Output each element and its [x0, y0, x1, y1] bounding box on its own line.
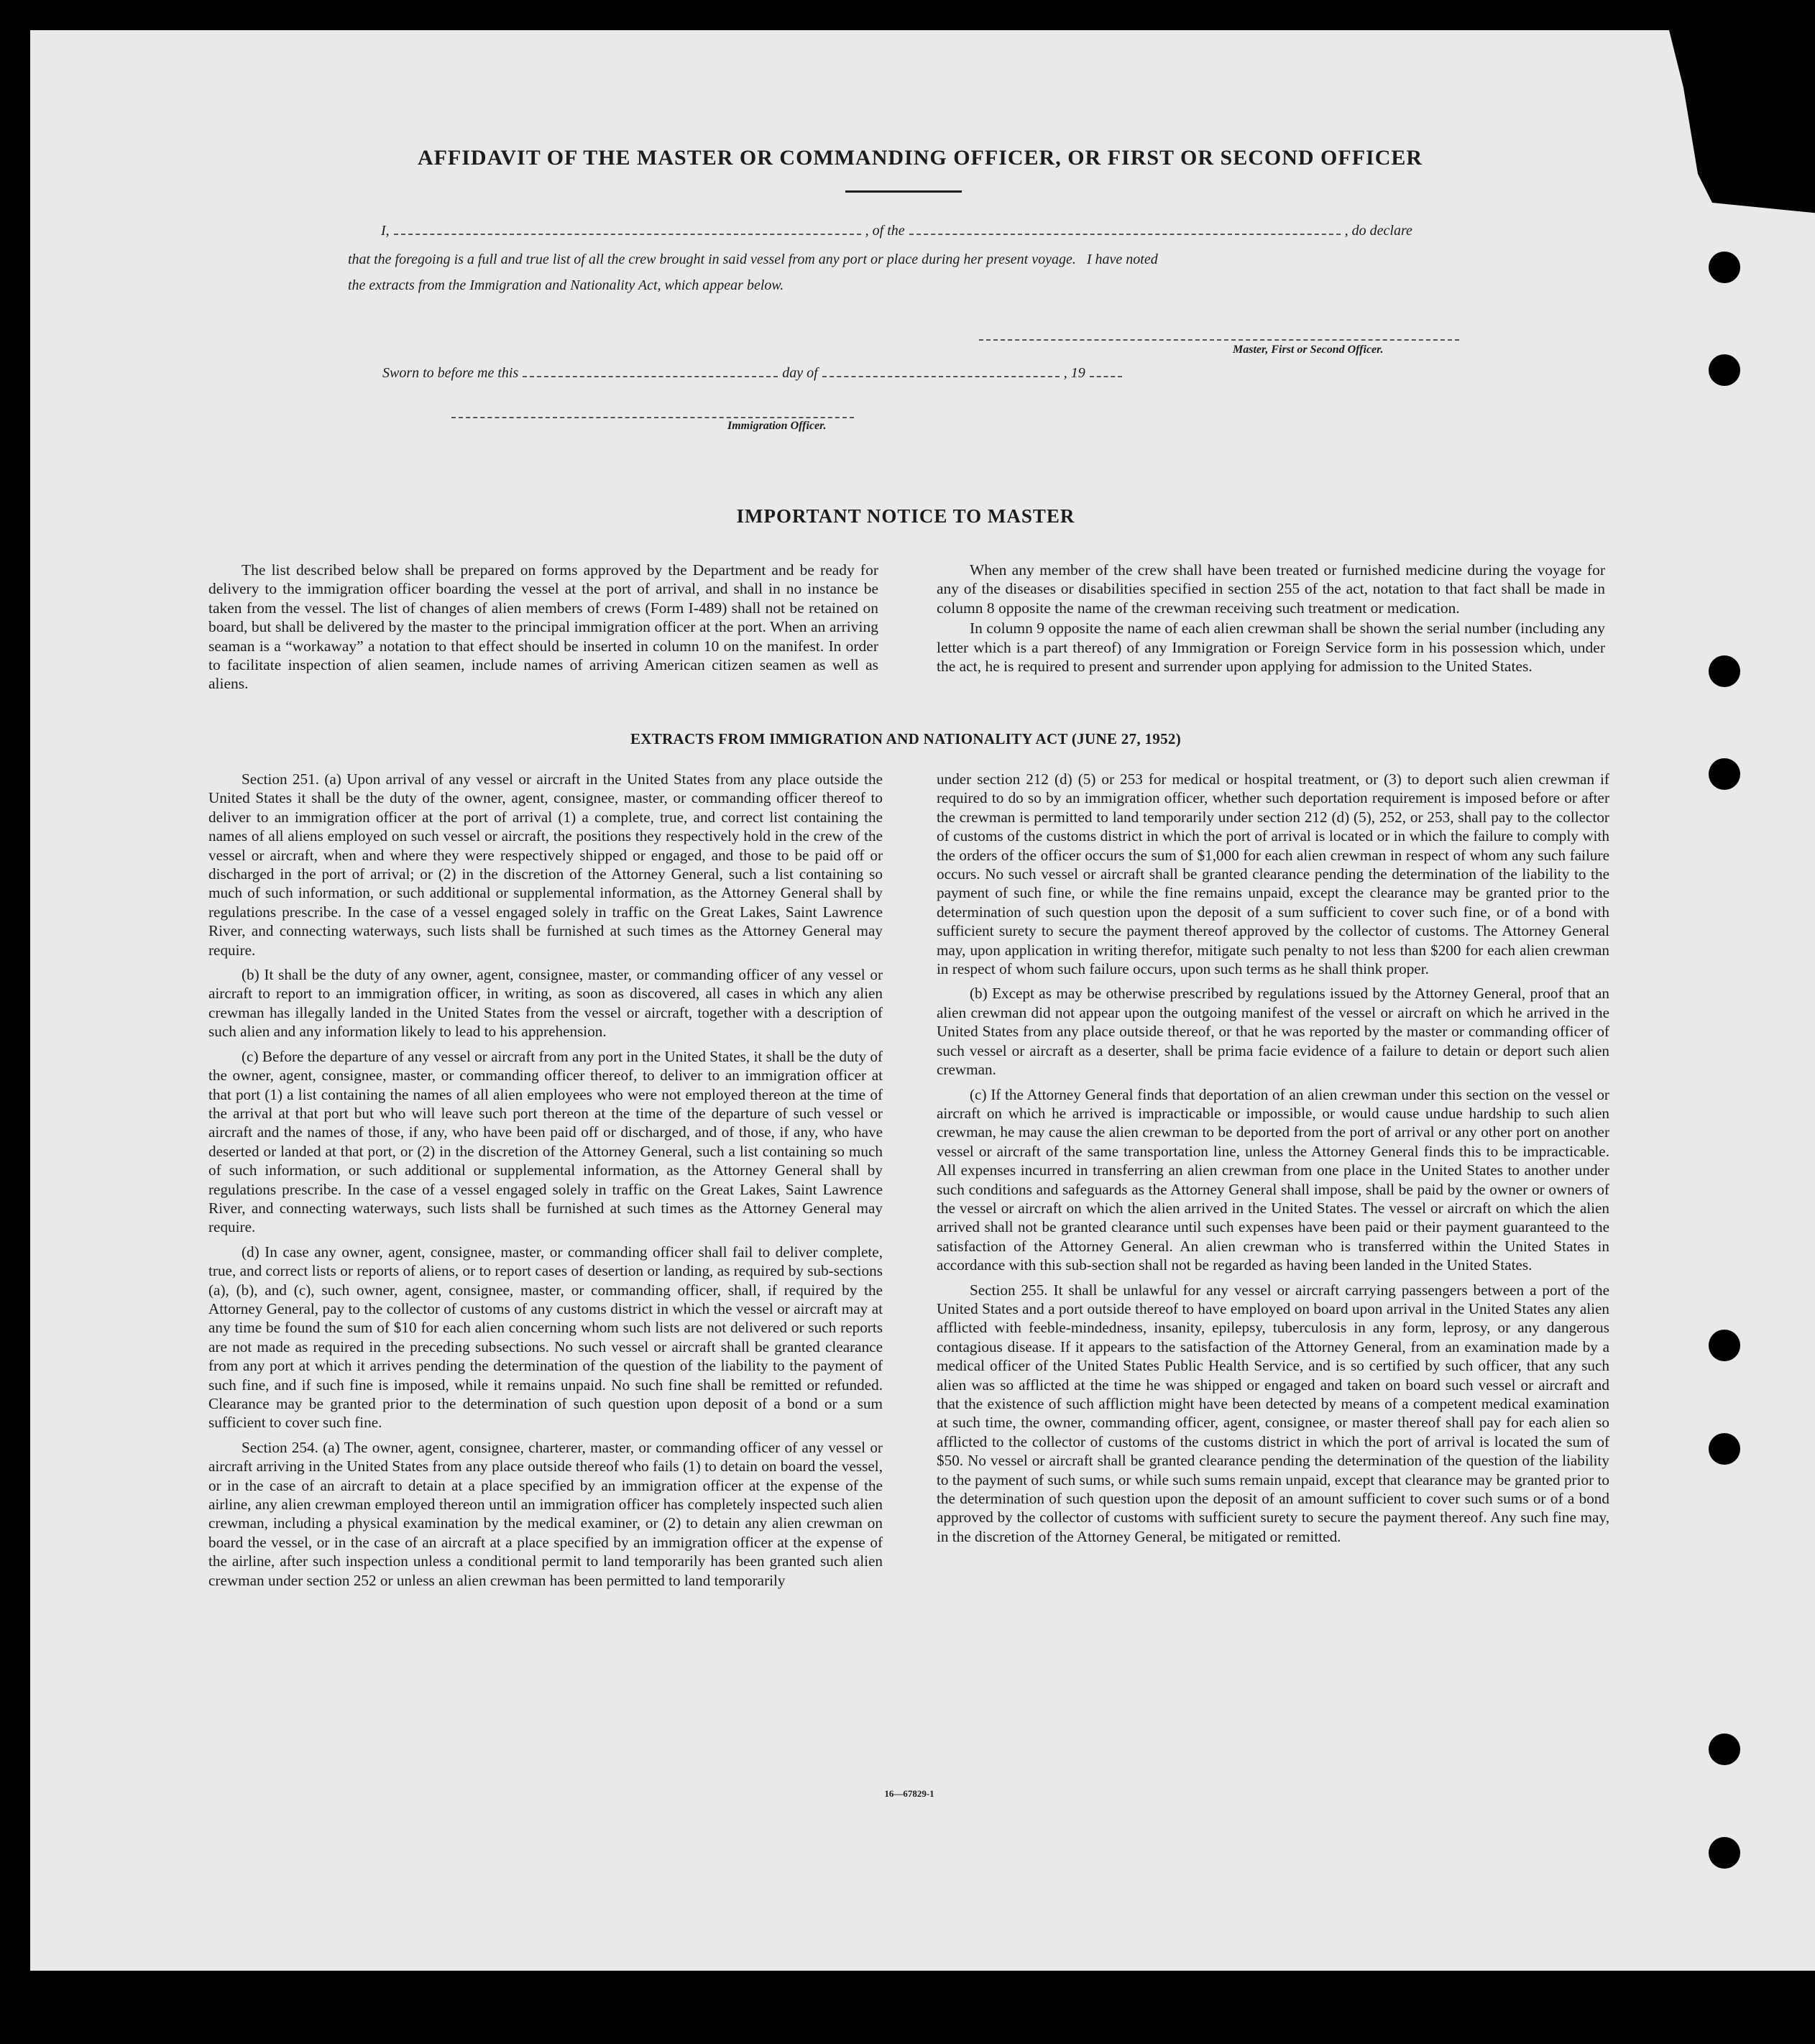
binder-hole [1709, 354, 1740, 386]
notice-paragraph: In column 9 opposite the name of each alien crewman shall be shown the serial number (including any letter which is a part thereof) of any Immigration or Foreign Service form in his possession which, under the act, he is required to present and surrender upon applying for admission to the United States. [937, 620, 1605, 676]
binder-hole [1709, 655, 1740, 687]
sworn-day-blank[interactable] [523, 376, 778, 377]
section-254b: (b) Except as may be otherwise prescribed by regulations issued by the Attorney General, proof that an alien crewman did not appear upon the outgoing manifest of the vessel or aircraft on which he arrived in the United States from any place outside thereof, or that he was reported by the master or commanding officer of such vessel or aircraft as a deserter, shall be prima facie evidence of a failure to detain or deport such alien crewman. [937, 985, 1609, 1079]
section-251b: (b) It shall be the duty of any owner, agent, consignee, master, or commanding officer of any vessel or aircraft to report to an immigration officer, in writing, as soon as discovered, all cases in which any alien crewman has illegally landed in the United States from the vessel or aircraft, together with a description of such alien and any information likely to lead to his apprehension. [208, 966, 883, 1041]
affidavit-declare: , do declare [1344, 223, 1412, 239]
notice-right-column [937, 561, 1605, 676]
section-251a: Section 251. (a) Upon arrival of any vessel or aircraft in the United States from any place outside the United States it shall be the duty of the owner, agent, consignee, master, or commanding officer thereof to deliver to an immigration officer at the port of arrival (1) a complete, true, and correct list containing the names of all aliens employed on such vessel or aircraft, the positions they respectively hold in the crew of the vessel or aircraft, when and where they were respectively shipped or engaged, and those to be paid off or discharged in the port of arrival; or (2) in the discretion of the Attorney General, such a list containing so much of such information, or such additional or supplemental information, as the Attorney General shall by regulations prescribe. In the case of a vessel engaged solely in traffic on the Great Lakes, Saint Lawrence River, and connecting waterways, such lists shall be furnished at such times as the Attorney General may require. [208, 770, 883, 959]
section-254a: Section 254. (a) The owner, agent, consignee, charterer, master, or commanding officer of any vessel or aircraft arriving in the United States from any place outside thereof who fails (1) to detain on board the vessel, or in the case of an aircraft to detain at a place specified by an immigration officer at the expense of the airline, any alien crewman employed thereon until an immigration officer has completely inspected such alien crewman, including a physical examination by the medical examiner, or (2) to detain any alien crewman on board the vessel, or in the case of an aircraft at a place specified by an immigration officer at the expense of the airline, after such inspection unless a conditional permit to land temporarily has been granted such alien crewman under section 252 or unless an alien crewman has been permitted to land temporarily [208, 1438, 883, 1589]
extracts-right-column [937, 770, 1609, 1546]
master-caption: Master, First or Second Officer. [1233, 344, 1384, 356]
section-254a-continued: under section 212 (d) (5) or 253 for medical or hospital treatment, or (3) to deport such alien crewman if required to do so by an immigration officer, whether such deportation requirement is imposed before or after the crewman is permitted to land temporarily under section 212 (d) (5), 252, or 253, shall pay to the collector of customs of the customs district in which the port of arrival is located or in which the failure to comply with the orders of the officer occurs the sum of $1,000 for each alien crewman in respect of whom any such failure occurs. No such vessel or aircraft shall be granted clearance pending the determination of the liability to the payment of such fine, or while the fine remains unpaid, except the clearance may be granted prior to the determination of such question upon the deposit of a sum sufficient to cover such fine, or of a bond with sufficient surety to secure the payment thereof approved by the collector of customs. The Attorney General may, upon application in writing therefor, mitigate such penalty to not less than $200 for each alien crewman in respect of whom such failure occurs, upon such terms as he shall think proper. [937, 770, 1609, 978]
affidavit-i: I, [381, 223, 390, 239]
affidavit-line-3: the extracts from the Immigration and Nationality Act, which appear below. [348, 277, 784, 293]
officer-caption: Immigration Officer. [727, 420, 827, 432]
vessel-blank[interactable] [909, 234, 1341, 235]
binder-hole [1709, 1734, 1740, 1765]
form-number: 16—67829-1 [884, 1788, 934, 1799]
binder-hole [1709, 1330, 1740, 1361]
sworn-line [382, 365, 1245, 382]
affidavit-title: AFFIDAVIT OF THE MASTER OR COMMANDING OFFICER, OR FIRST OR SECOND OFFICER [417, 146, 1423, 170]
binder-hole [1709, 252, 1740, 283]
extracts-title: EXTRACTS FROM IMMIGRATION AND NATIONALITY ACT (JUNE 27, 1952) [630, 730, 1181, 747]
sworn-text: Sworn to before me this [382, 365, 519, 381]
section-254c: (c) If the Attorney General finds that deportation of an alien crewman under this section on the vessel or aircraft on which he arrived is impracticable or impossible, or would cause undue hardship to such alien crewman, he may cause the alien crewman to be deported from the port of arrival or any other port on another vessel or aircraft of the same transportation line, unless the Attorney General finds this to be impracticable. All expenses incurred in transferring an alien crewman from one place in the United States to another under such conditions and safeguards as the Attorney General shall impose, shall be paid by the owner or owners of the vessel or aircraft on which the alien arrived in the United States. The vessel or aircraft on which the alien arrived shall not be granted clearance until such expenses have been paid or their payment guaranteed to the satisfaction of the Attorney General. An alien crewman who is transferred within the United States in accordance with this sub-section shall not be regarded as having been landed in the United States. [937, 1085, 1609, 1274]
notice-paragraph: When any member of the crew shall have been treated or furnished medicine during the voyage for any of the diseases or disabilities specified in section 255 of the act, notation to that fact shall be made in column 8 opposite the name of the crewman receiving such treatment or medication. [937, 561, 1605, 617]
section-255: Section 255. It shall be unlawful for any vessel or aircraft carrying passengers between a port of the United States and a port outside thereof to have employed on board upon arrival in the United States any alien afflicted with feeble-mindedness, insanity, epilepsy, tuberculosis in any form, leprosy, or any dangerous contagious disease. If it appears to the satisfaction of the Attorney General, from an examination made by a medical officer of the United States Public Health Service, and is so certified by such officer, that any such alien was so afflicted at the time he was shipped or engaged and taken on board such vessel or aircraft and that the existence of such affliction might have been detected by means of a competent medical examination at such time, the owner, commanding officer, agent, consignee, or master thereof shall pay for each alien so afflicted to the collector of customs of the customs district in which the port of arrival is located the sum of $50. No vessel or aircraft shall be granted clearance pending the determination of the question of the liability to the payment of such sums, or while such sums remain unpaid, except that clearance may be granted prior to the determination of such question upon the deposit of an amount sufficient to cover such sums or of a bond approved by the collector of customs with sufficient surety to secure the payment thereof. Any such fine may, in the discretion of the Attorney General, be mitigated or remitted. [937, 1281, 1609, 1545]
day-of-text: day of [782, 365, 818, 381]
master-signature-line[interactable] [979, 339, 1459, 341]
affidavit-line-2: that the foregoing is a full and true list of all the crew brought in said vessel from any port or place during her present voyage. I have noted [348, 252, 1158, 267]
month-blank[interactable] [822, 376, 1060, 377]
affidavit-of-the: , of the [865, 223, 905, 239]
binder-hole [1709, 758, 1740, 790]
title-underline [845, 190, 962, 193]
year-text: , 19 [1063, 365, 1085, 381]
section-251d: (d) In case any owner, agent, consignee, master, or commanding officer shall fail to deliver complete, true, and correct lists or reports of aliens, or to report cases of desertion or landing, as required by sub-sections (a), (b), and (c), such owner, agent, consignee, master, or commanding officer, shall, if required by the Attorney General, pay to the collector of customs of any customs district in which the vessel or aircraft may at any time be found the sum of $10 for each alien concerning whom such lists are not delivered or such reports are not made as required in the preceding subsections. No such vessel or aircraft shall be granted clearance from any port at which it arrives pending the determination of the question of the liability to the payment of such fine, and if such fine is imposed, while it remains unpaid. No such fine shall be remitted or refunded. Clearance may be granted prior to the determination of such question upon deposit of a bond or a sum sufficient to cover such fine. [208, 1243, 883, 1432]
extracts-left-column [208, 770, 883, 1590]
binder-hole [1709, 1837, 1740, 1869]
year-blank[interactable] [1090, 376, 1122, 377]
name-blank[interactable] [394, 234, 861, 235]
affidavit-line-1 [381, 223, 1459, 239]
notice-title: IMPORTANT NOTICE TO MASTER [736, 505, 1075, 527]
officer-signature-line[interactable] [451, 417, 854, 418]
notice-paragraph: The list described below shall be prepared on forms approved by the Department and be ready for delivery to the immigration officer boarding the vessel at the port of arrival, and shall in no instance be taken from the vessel. The list of changes of alien members of crews (Form I-489) shall not be retained on board, but shall be delivered by the master to the principal immigration officer at the port. When an arriving seaman is a “workaway” a notation to that effect should be inserted in column 10 on the manifest. In order to facilitate inspection of alien seamen, include names of arriving American citizen seamen as well as aliens. [208, 561, 878, 693]
section-251c: (c) Before the departure of any vessel or aircraft from any port in the United States, it shall be the duty of the owner, agent, consignee, master, or commanding officer thereof, to deliver to an immigration officer at that port (1) a list containing the names of all alien employees who were not employed thereon at the time of the arrival at that port but who will leave such port thereon at the time of the departure of such vessel or aircraft and the names of those, if any, who have been paid off or discharged, and of those, if any, who have deserted or landed at that port, or (2) in the discretion of the Attorney General, such a list containing so much of such information, or such additional or supplemental information, as the Attorney General shall by regulations prescribe. In the case of a vessel engaged solely in traffic on the Great Lakes, Saint Lawrence River, and connecting waterways, such lists shall be furnished at such times as the Attorney General may require. [208, 1047, 883, 1236]
binder-hole [1709, 1433, 1740, 1465]
notice-left-column [208, 561, 878, 694]
